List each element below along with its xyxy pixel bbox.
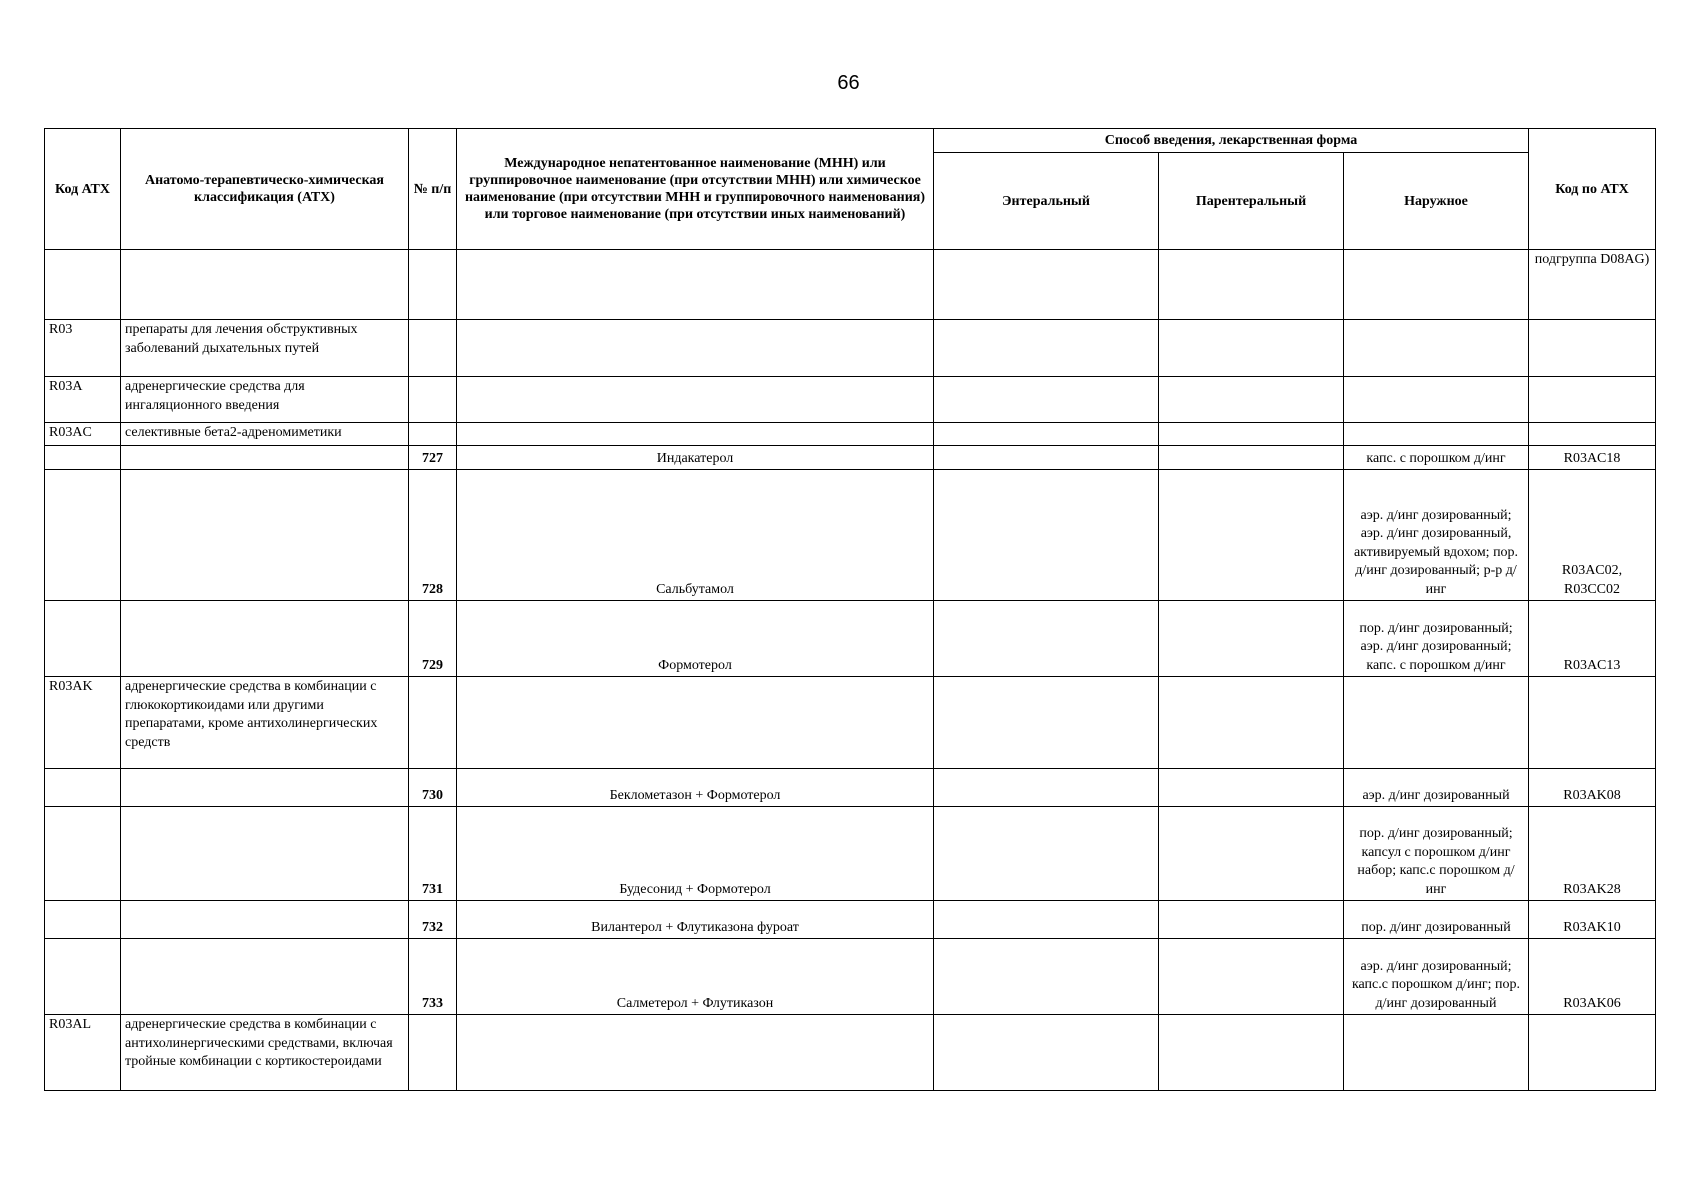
cell-code [45,901,121,939]
cell-parenteral [1159,250,1344,320]
cell-number [409,423,457,446]
table-row [45,1015,1656,1091]
table-row [45,423,1656,446]
cell-external: пор. д/инг дозированный [1344,901,1529,939]
cell-name [457,1015,934,1091]
cell-classification [121,601,409,677]
cell-external [1344,377,1529,423]
cell-atx: R03AK08 [1529,769,1656,807]
cell-external [1344,320,1529,377]
cell-classification [121,769,409,807]
cell-classification: адренергические средства в комбинации с глюкокортикоидами или другими препаратами, кроме антихолинергических средств [121,677,409,769]
cell-parenteral [1159,769,1344,807]
cell-parenteral [1159,423,1344,446]
cell-external [1344,423,1529,446]
table-row [45,807,1656,901]
table-row [45,446,1656,470]
cell-atx: подгруппа D08AG) [1529,250,1656,320]
cell-enteral [934,446,1159,470]
cell-name: Формотерол [457,601,934,677]
cell-external: пор. д/инг дозированный; аэр. д/инг дозированный; капс. с порошком д/инг [1344,601,1529,677]
cell-enteral [934,677,1159,769]
cell-classification [121,250,409,320]
cell-name [457,377,934,423]
cell-name [457,250,934,320]
cell-parenteral [1159,470,1344,601]
cell-external: аэр. д/инг дозированный; аэр. д/инг дозированный, активируемый вдохом; пор. д/инг дозированный; р-р д/инг [1344,470,1529,601]
cell-number [409,377,457,423]
cell-code [45,470,121,601]
cell-number: 728 [409,470,457,601]
cell-code [45,601,121,677]
cell-enteral [934,939,1159,1015]
header-route-group: Способ введения, лекарственная форма [934,129,1529,153]
table-row [45,377,1656,423]
cell-parenteral [1159,446,1344,470]
header-inn: Международное непатентованное наименование (МНН) или группировочное наименование (при отсутствии МНН) или химическое наименование (при отсутствии МНН и группировочного наименования) или торговое наименование (при отсутствии иных наименований) [457,129,934,250]
cell-atx [1529,1015,1656,1091]
cell-number [409,250,457,320]
cell-number: 729 [409,601,457,677]
cell-code [45,769,121,807]
cell-code: R03AC [45,423,121,446]
table-row [45,320,1656,377]
cell-atx: R03AK06 [1529,939,1656,1015]
cell-atx [1529,320,1656,377]
cell-enteral [934,901,1159,939]
cell-atx [1529,677,1656,769]
header-number: № п/п [409,129,457,250]
cell-name: Салметерол + Флутиказон [457,939,934,1015]
cell-atx: R03AK10 [1529,901,1656,939]
cell-code [45,939,121,1015]
cell-parenteral [1159,901,1344,939]
cell-number: 733 [409,939,457,1015]
cell-classification [121,446,409,470]
cell-atx: R03AC13 [1529,601,1656,677]
cell-enteral [934,423,1159,446]
cell-enteral [934,769,1159,807]
cell-classification: селективные бета2-адреномиметики [121,423,409,446]
cell-enteral [934,320,1159,377]
cell-code: R03 [45,320,121,377]
cell-parenteral [1159,377,1344,423]
header-code: Код АТХ [45,129,121,250]
cell-external: пор. д/инг дозированный; капсул с порошком д/инг набор; капс.с порошком д/инг [1344,807,1529,901]
cell-code [45,807,121,901]
cell-enteral [934,601,1159,677]
table-row [45,901,1656,939]
cell-number: 731 [409,807,457,901]
cell-name: Будесонид + Формотерол [457,807,934,901]
cell-classification [121,901,409,939]
cell-enteral [934,470,1159,601]
cell-enteral [934,250,1159,320]
cell-parenteral [1159,807,1344,901]
atc-table [44,128,1656,1091]
cell-classification [121,807,409,901]
cell-parenteral [1159,939,1344,1015]
table-row [45,601,1656,677]
cell-external [1344,677,1529,769]
cell-name: Вилантерол + Флутиказона фуроат [457,901,934,939]
cell-atx [1529,377,1656,423]
cell-external: аэр. д/инг дозированный [1344,769,1529,807]
cell-parenteral [1159,1015,1344,1091]
cell-number: 730 [409,769,457,807]
cell-atx: R03AC02, R03CC02 [1529,470,1656,601]
header-atx-code: Код по АТХ [1529,129,1656,250]
cell-number [409,677,457,769]
cell-name: Сальбутамол [457,470,934,601]
cell-code [45,446,121,470]
cell-name [457,677,934,769]
page-number: 66 [837,72,860,94]
cell-classification [121,939,409,1015]
cell-name: Беклометазон + Формотерол [457,769,934,807]
cell-number [409,320,457,377]
cell-atx: R03AK28 [1529,807,1656,901]
header-enteral: Энтеральный [934,153,1159,250]
table-row [45,769,1656,807]
cell-number: 732 [409,901,457,939]
cell-parenteral [1159,320,1344,377]
cell-atx: R03AC18 [1529,446,1656,470]
cell-number [409,1015,457,1091]
cell-classification: адренергические средства в комбинации с антихолинергическими средствами, включая тройные комбинации с кортикостероидами [121,1015,409,1091]
cell-classification [121,470,409,601]
cell-enteral [934,377,1159,423]
header-parenteral: Парентеральный [1159,153,1344,250]
cell-code: R03A [45,377,121,423]
cell-name: Индакатерол [457,446,934,470]
table-row [45,677,1656,769]
cell-parenteral [1159,677,1344,769]
cell-parenteral [1159,601,1344,677]
table-row [45,939,1656,1015]
header-external: Наружное [1344,153,1529,250]
table-row [45,470,1656,601]
table-row [45,250,1656,320]
cell-enteral [934,1015,1159,1091]
cell-enteral [934,807,1159,901]
cell-external: капс. с порошком д/инг [1344,446,1529,470]
cell-number: 727 [409,446,457,470]
cell-name [457,320,934,377]
cell-code [45,250,121,320]
cell-name [457,423,934,446]
cell-external [1344,250,1529,320]
cell-code: R03AK [45,677,121,769]
header-classification: Анатомо-терапевтическо-химическая классификация (АТХ) [121,129,409,250]
cell-external: аэр. д/инг дозированный; капс.с порошком д/инг; пор. д/инг дозированный [1344,939,1529,1015]
cell-classification: адренергические средства для ингаляционного введения [121,377,409,423]
cell-atx [1529,423,1656,446]
cell-code: R03AL [45,1015,121,1091]
cell-classification: препараты для лечения обструктивных заболеваний дыхательных путей [121,320,409,377]
cell-external [1344,1015,1529,1091]
